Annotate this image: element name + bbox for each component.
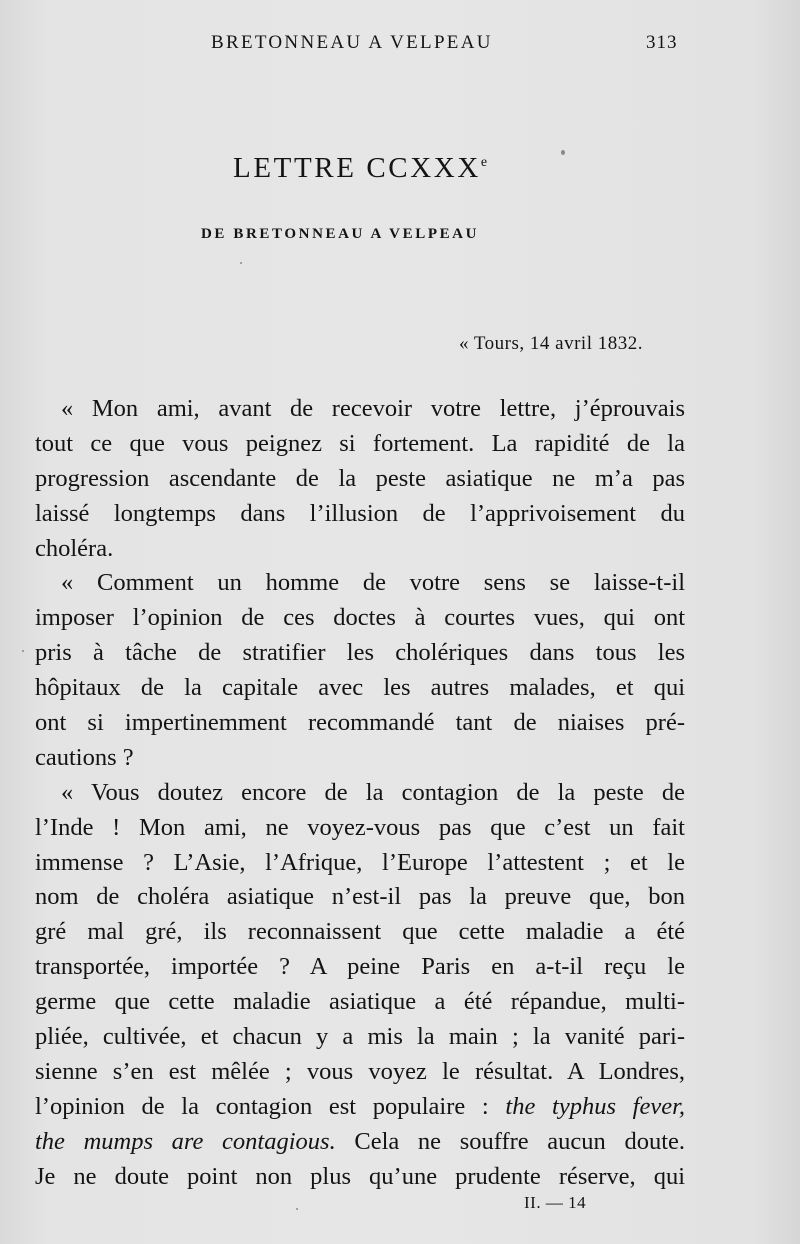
body-line: progression ascendante de la peste asiatique ne m’a pas [35,464,685,492]
body-line: « Comment un homme de votre sens se laisse-t-il [61,569,685,597]
body-line: pris à tâche de stratifier les cholériques dans tous les [35,639,685,667]
letter-body [35,392,685,1194]
body-line: pliée, cultivée, et chacun y a mis la main ; la vanité pari- [35,1023,685,1051]
body-line: laissé longtemps dans l’illusion de l’apprivoisement du [35,499,685,527]
paper-speck [22,650,24,652]
paper-speck [561,150,565,155]
dateline: « Tours, 14 avril 1832. [459,333,643,354]
body-line: gré mal gré, ils reconnaissent que cette maladie a été [35,918,685,946]
letter-title-text: LETTRE CCXXX [233,152,481,184]
body-line: sienne s’en est mêlée ; vous voyez le résultat. A Londres, [35,1057,685,1085]
body-line: l’Inde ! Mon ami, ne voyez-vous pas que c’est un fait [35,813,685,841]
letter-subtitle: DE BRETONNEAU A VELPEAU [201,226,480,242]
body-line-text: l’opinion de la contagion est populaire : [35,1092,489,1120]
body-line-mixed [35,1090,685,1125]
body-line: « Mon ami, avant de recevoir votre lettre, j’éprouvais [61,395,685,422]
paper-speck [240,262,242,264]
body-line-mixed [35,1125,685,1160]
body-line: Je ne doute point non plus qu’une prudente réserve, qui [35,1162,685,1190]
body-line: immense ? L’Asie, l’Afrique, l’Europe l’attestent ; et le [35,848,685,876]
body-line: imposer l’opinion de ces doctes à courtes vues, qui ont [35,604,685,632]
body-line: germe que cette maladie asiatique a été répandue, multi- [35,988,685,1016]
body-line: nom de choléra asiatique n’est-il pas la preuve que, bon [35,883,685,911]
letter-title [233,152,487,185]
body-line-text: Cela ne souffre aucun doute. [335,1127,685,1155]
running-head: BRETONNEAU A VELPEAU [211,32,493,53]
signature-mark: II. — 14 [524,1193,587,1212]
body-line: tout ce que vous peignez si fortement. La rapidité de la [35,429,685,457]
letter-title-suffix: e [480,155,488,170]
body-line: choléra. [35,534,114,562]
italic-phrase: the typhus fever, [505,1092,686,1120]
italic-phrase: the mumps are contagious. [35,1127,336,1155]
body-line: hôpitaux de la capitale avec les autres malades, et qui [35,674,685,702]
body-line: transportée, importée ? A peine Paris en a-t-il reçu le [35,953,685,981]
body-line: cautions ? [35,743,134,771]
body-line: ont si impertinemment recommandé tant de niaises pré- [35,709,685,737]
body-line: « Vous doutez encore de la contagion de la peste de [61,778,685,806]
paper-speck [296,1208,298,1210]
page-number: 313 [646,32,678,53]
